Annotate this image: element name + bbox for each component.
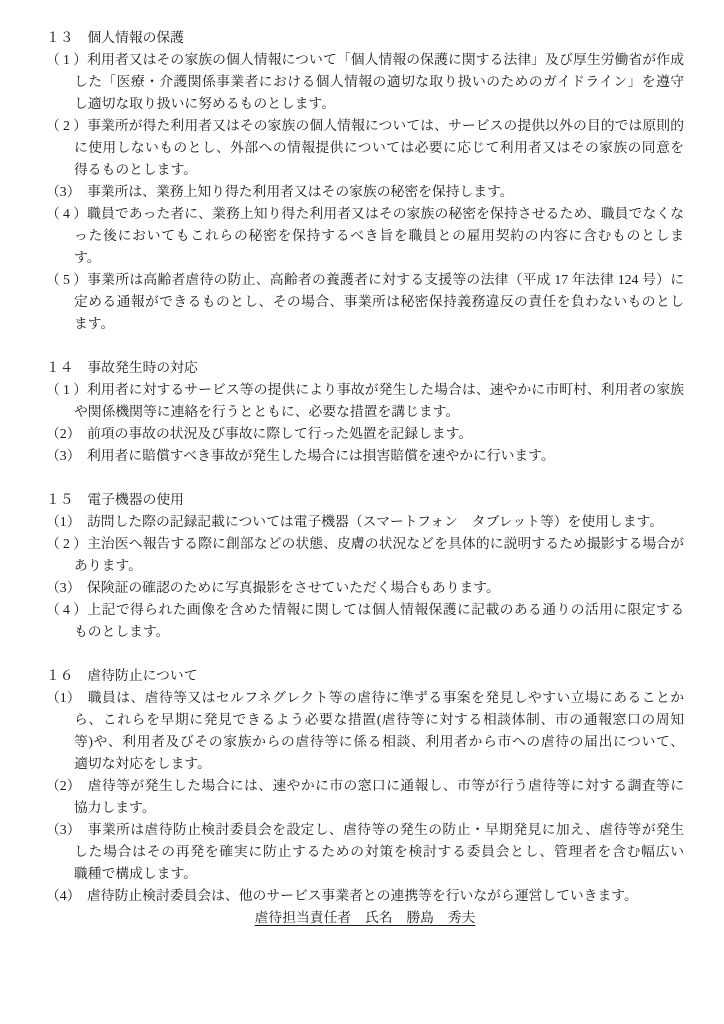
document-section [46,357,684,467]
item-text: 事業所は虐待防止検討委員会を設定し、虐待等の発生の防止・早期発見に加え、虐待等が発生 [87,822,684,837]
item-text: 保険証の確認のために写真撮影をさせていただく場合もあります。 [87,580,500,595]
section-number: １３ [46,30,74,45]
section-number: １６ [46,668,74,683]
item-marker: （3） [46,580,81,595]
clause-line: す。 [74,250,101,265]
clause-first-line [46,819,684,841]
clause-line: 適切な対応をします。 [74,756,211,771]
section-title: 虐待防止について [87,668,198,683]
document-section [46,665,684,907]
clause-item [46,533,684,577]
clause-item [46,49,684,115]
item-text: 職員は、虐待等又はセルフネグレクト等の虐待に準ずる事案を発見しやすい立場にあることか [87,690,684,705]
clause-first-line [46,379,684,401]
clause-first-line [46,885,684,907]
item-marker: （3） [46,822,88,837]
clause-first-line [46,423,684,445]
clause-item [46,577,684,599]
item-text: 事業所は、業務上知り得た利用者又はその家族の秘密を保持します。 [87,184,514,199]
item-marker: （3） [46,184,81,199]
clause-item [46,885,684,907]
clause-first-line [46,599,684,621]
clause-item [46,115,684,181]
item-text: 前項の事故の状況及び事故に際して行った処置を記録します。 [87,426,473,441]
clause-first-line [46,181,684,203]
item-marker: （2） [46,536,87,551]
item-text: 虐待等が発生した場合には、速やかに市の窓口に通報し、市等が行う虐待等に対する調査等に [87,778,684,793]
clause-line: あります。 [74,558,142,573]
clause-item [46,423,684,445]
document-content [46,27,684,929]
clause-line: 得るものとします。 [74,162,198,177]
clause-line: ものとします。 [74,624,170,639]
clause-item [46,269,684,335]
clause-line: った後においてもこれらの秘密を保持するべき旨を職員との雇用契約の内容に含むものとしま [74,228,684,243]
document-section [46,489,684,643]
clause-line: 定める通報ができるものとし、その場合、事業所は秘密保持義務違反の責任を負わないものとし [74,294,684,309]
item-text: 職員であった者に、業務上知り得た利用者又はその家族の秘密を保持させるため、職員でなくな [87,206,684,221]
item-text: 利用者に対するサービス等の提供により事故が発生した場合は、速やかに市町村、利用者の家族 [87,382,684,397]
item-text: 利用者又はその家族の個人情報について「個人情報の保護に関する法律」及び厚生労働省が作成 [87,52,684,67]
item-marker: （4） [46,206,87,221]
item-marker: （2） [46,426,81,441]
item-marker: （3） [46,448,81,463]
clause-item [46,511,684,533]
clause-line: し適切な取り扱いに努めるものとします。 [74,96,336,111]
clause-line: した「医療・介護関係事業者における個人情報の適切な取り扱いのためのガイドライン」を遵守 [74,74,684,89]
document-section [46,27,684,335]
item-marker: （1） [46,690,88,705]
clause-first-line [46,203,684,225]
clause-first-line [46,445,684,467]
clause-line: ます。 [74,316,115,331]
clause-line: や関係機関等に連絡を行うとともに、必要な措置を講じます。 [74,404,460,419]
section-number: １４ [46,360,74,375]
section-heading [46,665,684,687]
item-marker: （4） [46,888,81,903]
section-number: １５ [46,492,74,507]
clause-line: した場合はその再発を確実に防止するための対策を検討する委員会とし、管理者を含む幅広い [74,844,684,859]
section-title: 事故発生時の対応 [87,360,198,375]
item-marker: （1） [46,52,87,67]
signature-line [46,907,684,929]
clause-line: 職種で構成します。 [74,866,198,881]
clause-line: に使用しないものとし、外部への情報提供については必要に応じて利用者又はその家族の同意を [74,140,684,155]
section-title: 電子機器の使用 [87,492,184,507]
clause-first-line [46,775,684,797]
item-text: 上記で得られた画像を含めた情報に関しては個人情報保護に記載のある通りの活用に限定する [87,602,684,617]
item-text: 利用者に賠償すべき事故が発生した場合には損害賠償を速やかに行います。 [87,448,555,463]
section-title: 個人情報の保護 [87,30,184,45]
item-marker: （1） [46,514,81,529]
section-heading [46,489,684,511]
item-text: 事業所が得た利用者又はその家族の個人情報については、サービスの提供以外の目的では原則的 [87,118,684,133]
item-text: 虐待防止検討委員会は、他のサービス事業者との連携等を行いながら運営していきます。 [87,888,638,903]
section-heading [46,357,684,379]
clause-item [46,181,684,203]
item-marker: （4） [46,602,87,617]
clause-first-line [46,533,684,555]
clause-item [46,379,684,423]
clause-first-line [46,269,684,291]
clause-item [46,445,684,467]
clause-line: ら、これらを早期に発見できるよう必要な措置(虐待等に対する相談体制、市の通報窓口の周知 [74,712,684,727]
clause-line: 等)や、利用者及びその家族からの虐待等に係る相談、利用者から市への虐待の届出について、 [74,734,684,749]
clause-first-line [46,49,684,71]
item-marker: （1） [46,382,87,397]
clause-line: 協力します。 [74,800,156,815]
item-marker: （5） [46,272,87,287]
item-text: 事業所は高齢者虐待の防止、高齢者の養護者に対する支援等の法律（平成 17 年法律 124 号）に [87,272,684,287]
item-text: 主治医へ報告する際に創部などの状態、皮膚の状況などを具体的に説明するため撮影する場合が [87,536,684,551]
clause-item [46,819,684,885]
clause-first-line [46,577,684,599]
signature-text: 虐待担当責任者 氏名 勝島 秀夫 [254,910,476,925]
clause-item [46,599,684,643]
section-heading [46,27,684,49]
clause-item [46,203,684,269]
item-marker: （2） [46,778,88,793]
clause-first-line [46,687,684,709]
item-marker: （2） [46,118,87,133]
clause-item [46,775,684,819]
item-text: 訪問した際の記録記載については電子機器（スマートフォン タブレット等）を使用します。 [87,514,664,529]
clause-item [46,687,684,775]
clause-first-line [46,115,684,137]
clause-first-line [46,511,684,533]
